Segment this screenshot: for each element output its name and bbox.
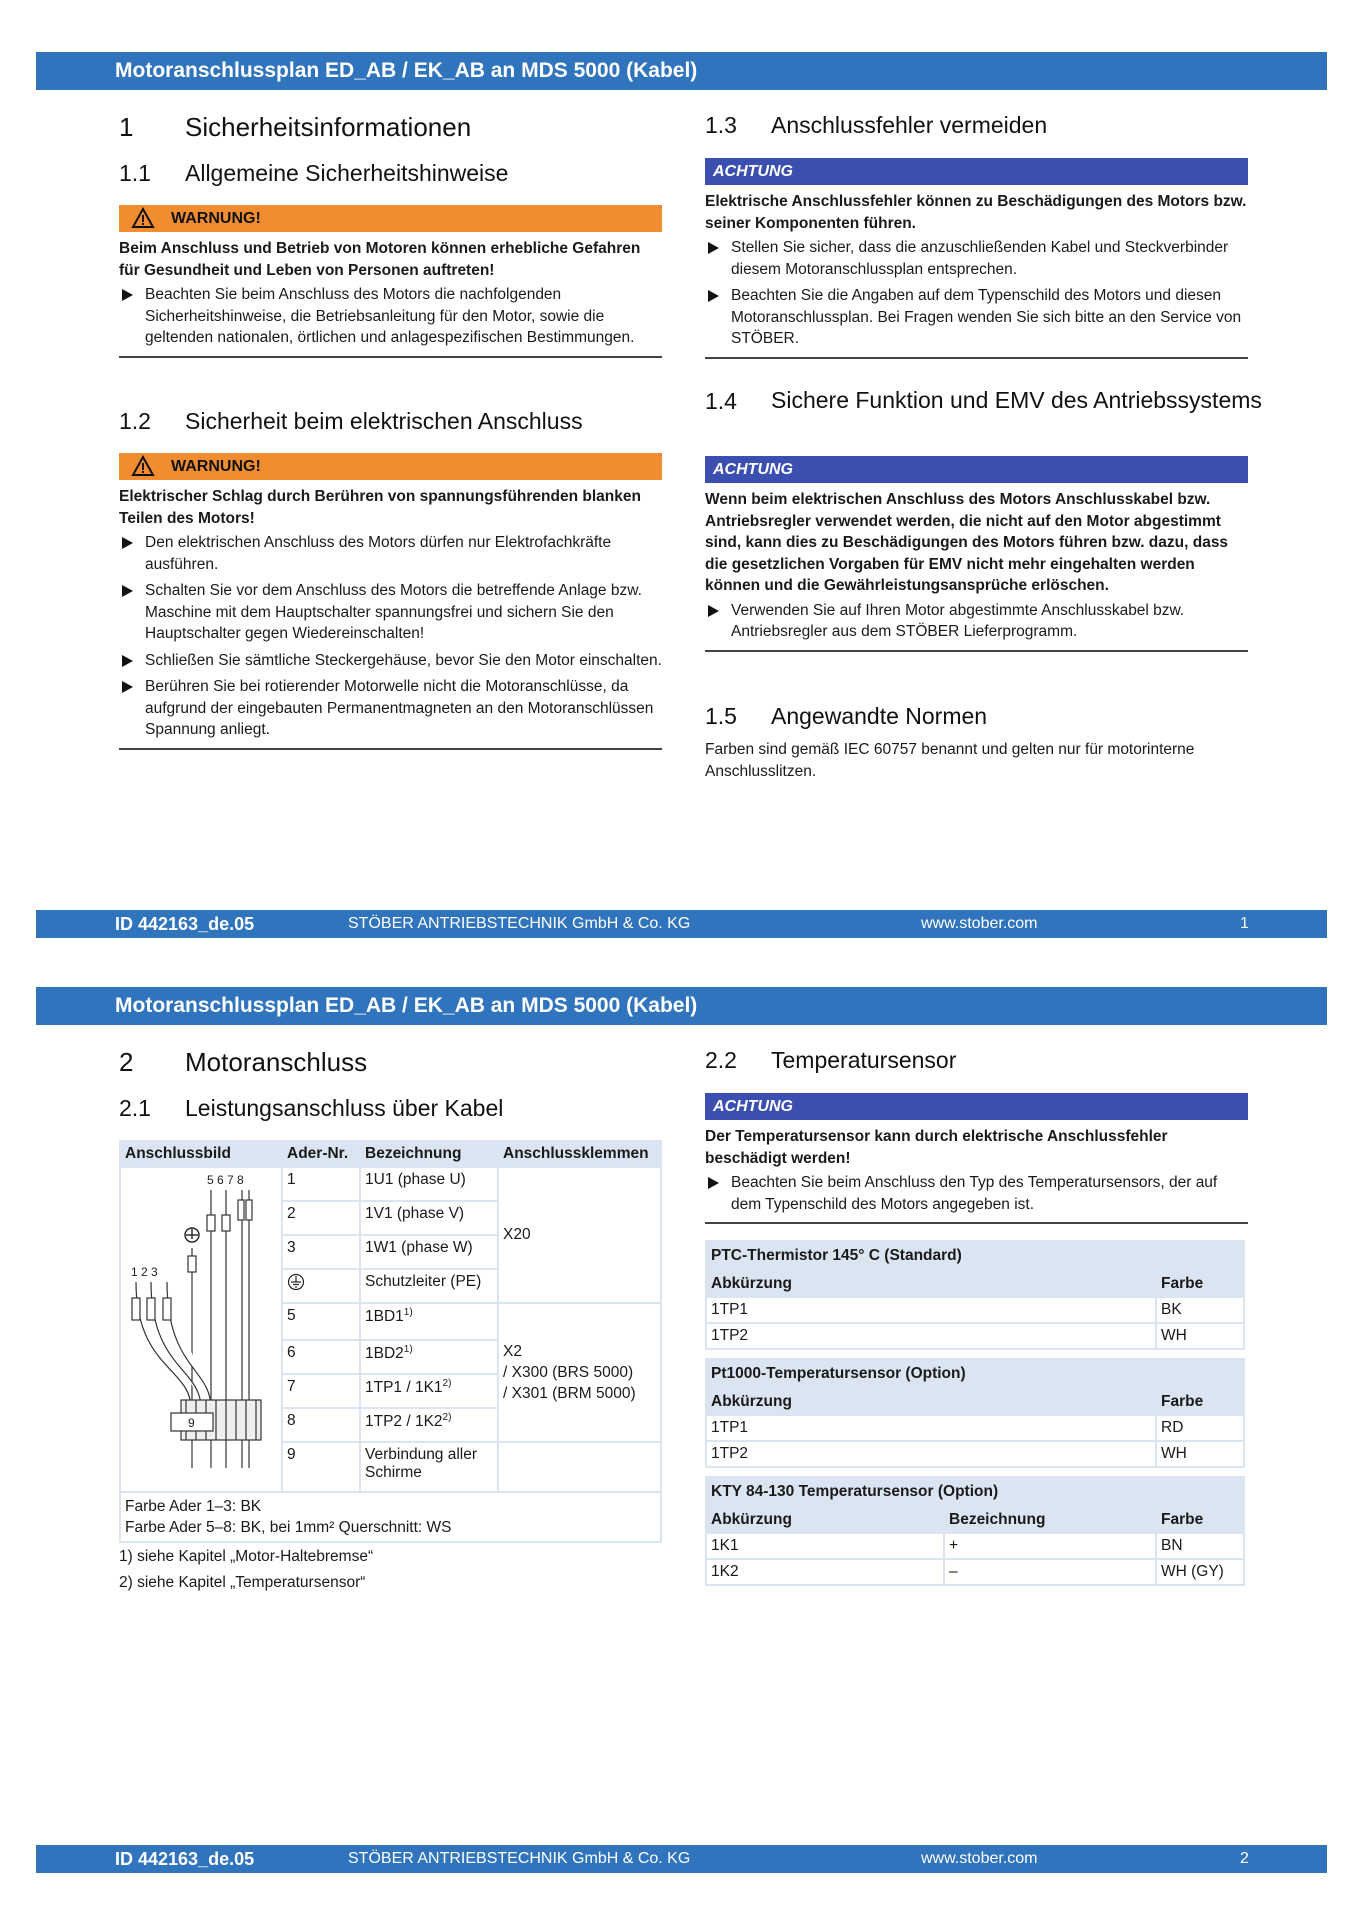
bullet-item: Verwenden Sie auf Ihren Motor abgestimmte Anschlusskabel bzw. Antriebsregler aus dem STÖBER Lieferprogramm. [705,600,1248,643]
col-header: Farbe [1156,1507,1244,1533]
diagram-label-top: 5 6 7 8 [207,1173,244,1187]
bullet-item: Berühren Sie bei rotierender Motorwelle nicht die Motoranschlüsse, da aufgrund der eingebauten Permanentmagneten an den Motoranschlüssen Spannung anliegt. [119,676,662,741]
footnote: 1) siehe Kapitel „Motor-Haltebremse“ [119,1548,374,1565]
bullet-item: Den elektrischen Anschluss des Motors dürfen nur Elektrofachkräfte ausführen. [119,532,662,575]
table-row: 1K1 + BN [706,1533,1244,1559]
col-header: Anschlussklemmen [498,1141,661,1167]
col-header: Abkürzung [706,1507,944,1533]
wire-designation: 1W1 (phase W) [360,1235,498,1269]
bullet-item: Stellen Sie sicher, dass die anzuschließenden Kabel und Steckverbinder diesem Motoranschlussplan entsprechen. [705,237,1248,280]
kty-sensor-table [705,1476,1245,1586]
terminal-empty [498,1442,661,1492]
table-row: 1TP1 BK [706,1297,1244,1323]
col-header: Ader-Nr. [282,1141,360,1167]
table-row: 1TP1 RD [706,1415,1244,1441]
divider [705,357,1248,359]
wire-number [282,1269,360,1303]
warning-box: WARNUNG! [119,205,662,232]
diagram-label-left: 1 2 3 [131,1265,158,1279]
earth-ground-icon [287,1273,305,1291]
footer-website: www.stober.com [921,915,1038,932]
footnote: 2) siehe Kapitel „Temperatursensor“ [119,1574,366,1591]
diagram-label-shield: 9 [188,1416,195,1430]
wire-number: 3 [282,1235,360,1269]
section-2-heading: 2 Motoranschluss [119,1047,368,1077]
divider [705,1222,1248,1224]
section-1-heading: 1 Sicherheitsinformationen [119,112,472,142]
wire-designation: 1U1 (phase U) [360,1167,498,1201]
divider [119,748,662,750]
table-caption: PTC-Thermistor 145° C (Standard) [706,1241,1244,1271]
section-1-1-heading: 1.1 Allgemeine Sicherheitshinweise [119,160,509,186]
wire-designation: 1V1 (phase V) [360,1201,498,1235]
connection-table [119,1140,662,1543]
wire-number: 7 [282,1374,360,1408]
footer-page-number: 2 [1240,1850,1249,1867]
pe-ground-icon [185,1228,199,1242]
achtung-box: ACHTUNG [705,456,1248,483]
footer-id: ID 442163_de.05 [115,914,255,934]
col-header: Abkürzung [706,1389,1156,1415]
section-1-5-heading: 1.5 Angewandte Normen [705,703,988,729]
section-1-4-heading: 1.4 Sichere Funktion und EMV des Antriebssystems [705,387,1262,414]
section-1-1-body [119,205,662,358]
wire-color-note: Farbe Ader 1–3: BK Farbe Ader 5–8: BK, bei 1mm² Querschnitt: WS [120,1492,661,1542]
col-header: Farbe [1156,1389,1244,1415]
footer-id: ID 442163_de.05 [115,1849,255,1869]
table-row: 1TP2 WH [706,1441,1244,1467]
notice-text: Elektrische Anschlussfehler können zu Beschädigungen des Motors bzw. seiner Komponenten führen. [705,193,1247,232]
table-row: 1TP2 WH [706,1323,1244,1349]
wiring-diagram [121,1168,281,1486]
section-1-2-heading: 1.2 Sicherheit beim elektrischen Anschluss [119,408,583,434]
terminal-x2: X2 / X300 (BRS 5000) / X301 (BRM 5000) [498,1303,661,1442]
col-header: Farbe [1156,1271,1244,1297]
section-1-3-body [705,158,1248,359]
bullet-item: Beachten Sie die Angaben auf dem Typenschild des Motors und diesen Motoranschlussplan. Bei Fragen wenden Sie sich bitte an den Service von STÖBER. [705,285,1248,350]
section-2-2-heading: 2.2 Temperatursensor [705,1047,957,1073]
col-header: Abkürzung [706,1271,1156,1297]
wire-designation: 1BD2$^{1)}$ [360,1340,498,1374]
bullet-item: Schalten Sie vor dem Anschluss des Motors die betreffende Anlage bzw. Maschine mit dem Hauptschalter spannungsfrei und sichern Sie den Hauptschalter gegen Wiedereinschalten! [119,580,662,645]
table-caption: KTY 84-130 Temperatursensor (Option) [706,1477,1244,1507]
col-header: Anschlussbild [120,1141,282,1167]
footer-page-number: 1 [1240,915,1249,932]
section-1-3-heading: 1.3 Anschlussfehler vermeiden [705,112,1048,138]
wire-designation: 1TP1 / 1K1$^{2)}$ [360,1374,498,1408]
table-row: 1K2 – WH (GY) [706,1559,1244,1585]
page2-footer-bar [36,1845,1327,1873]
wire-designation: Verbindung aller Schirme [360,1442,498,1492]
wire-designation: 1BD1$^{1)}$ [360,1303,498,1340]
warning-text: Beim Anschluss und Betrieb von Motoren können erhebliche Gefahren für Gesundheit und Leben von Personen auftreten! [119,240,641,279]
col-header: Bezeichnung [944,1507,1156,1533]
footer-website: www.stober.com [921,1850,1038,1867]
section-1-5-text: Farben sind gemäß IEC 60757 benannt und gelten nur für motorinterne Anschlusslitzen. [705,741,1195,780]
col-header: Bezeichnung [360,1141,498,1167]
section-1-4-body [705,456,1248,652]
footer-company: STÖBER ANTRIEBSTECHNIK GmbH & Co. KG [348,915,691,932]
pt1000-sensor-table [705,1358,1245,1468]
section-2-1-heading: 2.1 Leistungsanschluss über Kabel [119,1095,504,1121]
achtung-box: ACHTUNG [705,1093,1248,1120]
terminal-x20: X20 [498,1167,661,1303]
warning-triangle-icon [131,207,155,229]
header-title: Motoranschlussplan ED_AB / EK_AB an MDS 5000 (Kabel) [115,994,698,1017]
divider [119,356,662,358]
wiring-diagram-cell [120,1167,282,1492]
section-2-2-body [705,1093,1248,1224]
warning-box: WARNUNG! [119,453,662,480]
divider [705,650,1248,652]
bullet-item: Schließen Sie sämtliche Steckergehäuse, bevor Sie den Motor einschalten. [119,650,662,672]
ptc-thermistor-table [705,1240,1245,1350]
page1-header-bar [36,52,1327,90]
wire-number: 5 [282,1303,360,1340]
wire-number: 9 [282,1442,360,1492]
wire-number: 8 [282,1408,360,1442]
warning-text: Elektrischer Schlag durch Berühren von spannungsführenden blanken Teilen des Motors! [119,488,641,527]
table-caption: Pt1000-Temperatursensor (Option) [706,1359,1244,1389]
notice-text: Wenn beim elektrischen Anschluss des Motors Anschlusskabel bzw. Antriebsregler verwendet werden, die nicht auf den Motor abgestimmt sind, kann dies zu Beschädigungen des Motors führen bzw. dazu, dass die gesetzlichen Vorgaben für EMV nicht mehr eingehalten werden können und die Gewährleistungsansprüche erlöschen. [705,491,1229,594]
wire-number: 6 [282,1340,360,1374]
wire-number: 1 [282,1167,360,1201]
wire-number: 2 [282,1201,360,1235]
footer-company: STÖBER ANTRIEBSTECHNIK GmbH & Co. KG [348,1850,691,1867]
wire-bundle [132,1190,261,1468]
warning-triangle-icon [131,455,155,477]
bullet-item: Beachten Sie beim Anschluss des Motors die nachfolgenden Sicherheitshinweise, die Betriebsanleitung für den Motor, sowie die geltenden nationalen, örtlichen und anlagespezifischen Bestimmungen. [119,284,662,349]
page1-footer-bar [36,910,1327,938]
section-1-2-body [119,453,662,750]
notice-text: Der Temperatursensor kann durch elektrische Anschlussfehler beschädigt werden! [705,1128,1168,1167]
bullet-item: Beachten Sie beim Anschluss den Typ des Temperatursensors, der auf dem Typenschild des Motors angegeben ist. [705,1172,1248,1215]
wire-designation: Schutzleiter (PE) [360,1269,498,1303]
header-title: Motoranschlussplan ED_AB / EK_AB an MDS 5000 (Kabel) [115,59,698,82]
wire-designation: 1TP2 / 1K2$^{2)}$ [360,1408,498,1442]
achtung-box: ACHTUNG [705,158,1248,185]
page2-header-bar [36,987,1327,1025]
